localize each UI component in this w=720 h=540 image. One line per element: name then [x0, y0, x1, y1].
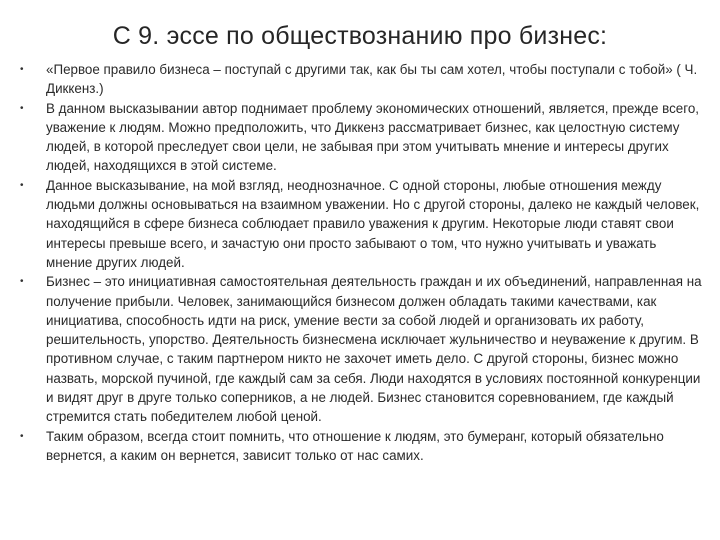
bullet-icon: •	[20, 64, 24, 75]
bullet-icon: •	[20, 179, 24, 191]
bullet-text: Бизнес – это инициативная самостоятельная деятельность граждан и их объединений, направленная на получение прибыли. Человек, занимающийся бизнесом должен обладать такими качествами, как инициатива, способность идти на риск, умение вести за собой людей и организовать их работу, решительность, упорство. Деятельность бизнесмена исключает жульничество и неуважение к другим. В противном случае, с таким партнером никто не захочет иметь дело. С другой стороны, бизнес можно назвать, морской пучиной, где каждый сам за себя. Люди находятся в условиях постоянной конкуренции и видят друг в друге только соперников, а не людей. Бизнес становится соревнованием, где каждый стремится стать победителем любой ценой.	[46, 274, 702, 425]
bullet-item-definition	[20, 272, 705, 426]
bullet-list	[20, 60, 705, 465]
bullet-item-quote	[20, 60, 705, 99]
bullet-text: «Первое правило бизнеса – поступай с другими так, как бы ты сам хотел, чтобы поступали с тобой» ( Ч. Диккенз.)	[46, 62, 698, 97]
bullet-item-problem	[20, 99, 705, 176]
bullet-item-conclusion	[20, 427, 705, 466]
bullet-text: Таким образом, всегда стоит помнить, что отношение к людям, это бумеранг, который обязательно вернется, а каким он вернется, зависит только от нас самих.	[46, 428, 664, 463]
bullet-item-opinion	[20, 176, 705, 272]
bullet-icon: •	[20, 102, 24, 114]
bullet-icon: •	[20, 430, 24, 442]
bullet-text: Данное высказывание, на мой взгляд, неоднозначное. С одной стороны, любые отношения между людьми должны основываться на взаимном уважении. Но с другой стороны, далеко не каждый человек, находящийся в сфере бизнеса соблюдает правило уважения к другим. Некоторые люди ставят свои интересы превыше всего, и зачастую они просто забывают о том, что нужно учитывать и уважать мнение других людей.	[46, 177, 700, 270]
bullet-icon: •	[20, 276, 24, 288]
slide-title: С 9. эссе по обществознанию про бизнес:	[112, 22, 608, 50]
bullet-text: В данном высказывании автор поднимает проблему экономических отношений, является, прежде всего, уважение к людям. Можно предположить, что Диккенз рассматривает бизнес, как целостную систему людей, в которой преследует свои цели, не забывая при этом учитывать мнение и интересы других людей, находящихся в этой системе.	[46, 100, 700, 174]
